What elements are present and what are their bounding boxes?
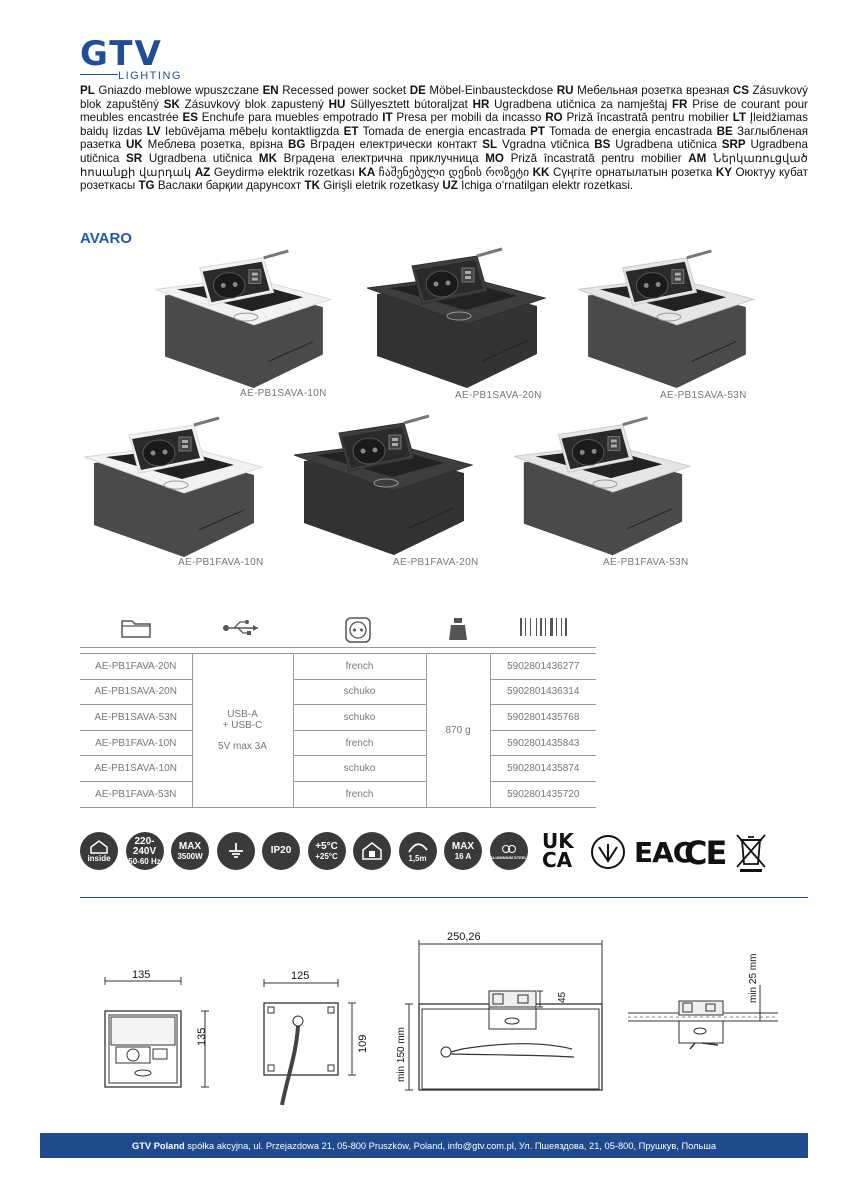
logo-subtext: LIGHTING <box>118 70 182 82</box>
weee-bin-icon <box>734 832 768 876</box>
material-icon <box>490 832 528 870</box>
ce-mark: CE <box>684 834 726 872</box>
language-text: Ugradbena utičnica <box>615 138 717 152</box>
dim-min-depth: min 150 mm <box>396 1026 407 1082</box>
language-text: Васлаки барқии дарунсохт <box>157 179 302 193</box>
language-text: Мебельная розетка врезная <box>577 84 730 97</box>
language-text: Zásuvkový blok zapustený <box>184 97 324 111</box>
socket-type-cell: french <box>293 654 426 680</box>
ukrainian-cert-icon <box>590 834 626 874</box>
footer-address: spółka akcyjna, ul. Przejazdowa 21, 05-800 Pruszków, Poland, info@gtv.com.pl, Ул. Пшеяздова, 21, 05-800, Прушкув, Польша <box>184 1140 716 1151</box>
product-code-cell: AE-PB1FAVA-20N <box>80 654 192 680</box>
badge-line-2: 16 A <box>454 851 472 861</box>
dim-front-height: 135 <box>196 1027 208 1046</box>
back-view-drawing <box>264 979 356 1105</box>
voltage-icon <box>126 832 164 870</box>
language-code: DE <box>409 84 426 97</box>
product-code-label: AE-PB1SAVA-20N <box>455 390 542 401</box>
badge-line-2: 1,5m <box>408 853 427 863</box>
max-current-icon <box>444 832 482 870</box>
usb-line-3: 5V max 3A <box>218 740 267 752</box>
product-code-cell: AE-PB1FAVA-53N <box>80 781 192 807</box>
footer-company: GTV Poland <box>132 1140 185 1151</box>
language-code: MO <box>485 151 504 165</box>
language-code: BE <box>716 124 733 138</box>
barcode-icon <box>520 617 568 642</box>
table-row <box>80 705 596 731</box>
dim-cover-height: 45 <box>557 991 568 1003</box>
language-code: AM <box>688 151 707 165</box>
spec-table <box>80 653 596 808</box>
ean-cell: 5902801436314 <box>490 679 596 705</box>
section-title: AVARO <box>80 230 132 247</box>
language-code: SR <box>126 151 143 165</box>
language-code: KA <box>358 165 376 179</box>
badge-line-1: MAX <box>178 840 202 852</box>
feature-badges <box>80 829 780 876</box>
language-code: LT <box>732 111 747 125</box>
max-power-icon <box>171 832 209 870</box>
product-image <box>578 248 756 388</box>
language-text: Ugradbena utičnica <box>80 138 808 165</box>
spec-icons-row <box>80 617 596 643</box>
language-text: Girişli eletrik rozetkasy <box>323 179 440 193</box>
dim-front-width: 135 <box>132 969 151 981</box>
language-text: Ներկառուցված հոսանքի վարդակ <box>80 151 808 179</box>
language-code: SL <box>482 138 498 152</box>
ean-cell: 5902801435843 <box>490 730 596 756</box>
language-code: EN <box>262 84 279 97</box>
footer-bar <box>40 1133 808 1158</box>
language-text: Įleidžiamas baldų lizdas <box>80 111 808 138</box>
product-image <box>84 414 264 558</box>
product-image <box>155 248 333 388</box>
badge-line-1: 220-240V <box>132 835 157 857</box>
product-code-label: AE-PB1FAVA-53N <box>603 557 689 568</box>
language-code: PT <box>530 124 545 138</box>
language-text: Presa per mobili da incasso <box>396 111 542 125</box>
logo-text: GTV <box>80 34 163 74</box>
language-text: Ugradbena utičnica za namještaj <box>494 97 668 111</box>
dim-min-thickness: min 25 mm <box>748 953 759 1003</box>
language-text: Заглыбленая разетка <box>80 124 809 152</box>
product-code-label: AE-PB1SAVA-10N <box>240 388 327 399</box>
table-row <box>80 781 596 807</box>
socket-type-cell: schuko <box>293 705 426 731</box>
language-text: Tomada de energia encastrada <box>549 124 713 138</box>
language-text: Priză încastrată pentru mobilier <box>510 151 682 165</box>
language-code: RO <box>545 111 563 125</box>
language-code: AZ <box>194 165 211 179</box>
badge-line-2: 50-60 Hz <box>128 856 161 866</box>
language-code: BG <box>287 138 306 152</box>
language-text: Prise de courant pour meubles encastrée <box>80 97 808 125</box>
socket-type-cell: schuko <box>293 679 426 705</box>
language-text: Tomada de energia encastrada <box>362 124 526 138</box>
ukca-top: UK <box>542 829 574 853</box>
language-text: Gniazdo meblowe wpuszczane <box>98 84 259 97</box>
language-text: Vgradna vtičnica <box>501 138 590 152</box>
cable-length-icon <box>399 832 437 870</box>
table-row <box>80 756 596 782</box>
product-code-label: AE-PB1SAVA-53N <box>660 390 747 401</box>
product-code-label: AE-PB1FAVA-10N <box>178 557 264 568</box>
eac-mark: EAC <box>634 836 693 869</box>
language-text: Вграден електрически контакт <box>310 138 478 152</box>
product-image <box>294 412 474 556</box>
language-text: Ugradbena utičnica <box>148 151 253 165</box>
socket-type-cell: french <box>293 730 426 756</box>
badge-line-1: IP20 <box>270 845 292 856</box>
language-code: SK <box>163 97 180 111</box>
language-text: Меблева розетка, врізна <box>147 138 284 152</box>
language-text: Zásuvkový blok zapuštěný <box>80 84 808 111</box>
socket-icon <box>345 617 371 648</box>
language-code: RU <box>556 84 574 97</box>
language-code: MK <box>258 151 277 165</box>
logo-underline <box>80 74 118 75</box>
language-code: UZ <box>442 179 458 193</box>
language-descriptions <box>80 84 808 193</box>
badge-line-1: +5°C <box>315 840 338 852</box>
language-text: Möbel-Einbausteckdose <box>429 84 554 97</box>
indoor-box-icon <box>353 832 391 870</box>
ean-cell: 5902801435720 <box>490 781 596 807</box>
language-code: IT <box>382 111 393 125</box>
weight-cell: 870 g <box>426 654 490 808</box>
folder-icon <box>120 617 152 644</box>
language-text: Geydirmə elektrik rozetkası <box>213 165 355 179</box>
grounding-icon <box>217 832 255 870</box>
socket-type-cell: schuko <box>293 756 426 782</box>
language-code: HU <box>328 97 346 111</box>
product-code-cell: AE-PB1FAVA-10N <box>80 730 192 756</box>
gtv-logo <box>80 34 182 82</box>
ean-cell: 5902801435768 <box>490 705 596 731</box>
table-row <box>80 654 596 680</box>
product-image <box>367 246 547 388</box>
language-code: KK <box>532 165 550 179</box>
language-code: TG <box>138 179 155 193</box>
divider-line <box>80 897 808 898</box>
usb-spec-cell <box>192 654 293 808</box>
table-row <box>80 679 596 705</box>
language-code: SRP <box>721 138 746 152</box>
side-section-drawing <box>405 940 602 1090</box>
product-image <box>514 414 692 556</box>
weight-icon <box>448 617 468 646</box>
language-text: Priză încastrată pentru mobilier <box>566 111 729 125</box>
usb-icon <box>222 617 262 644</box>
language-code: BS <box>594 138 611 152</box>
dim-back-height: 109 <box>357 1034 369 1053</box>
usb-line-2: + USB-C <box>222 719 263 731</box>
language-text: Süllyesztett bútoraljzat <box>350 97 468 111</box>
language-code: HR <box>472 97 490 111</box>
language-code: UK <box>126 138 143 152</box>
table-row <box>80 730 596 756</box>
language-text: Iebūvējama mēbeļu kontaktligzda <box>165 124 340 138</box>
badge-line-1: MAX <box>451 840 475 852</box>
product-code-cell: AE-PB1SAVA-53N <box>80 705 192 731</box>
language-text: Оюктуу кубат розеткасы <box>80 165 808 193</box>
front-view-drawing <box>105 977 209 1087</box>
language-text: Ichiga o‘rnatilgan elektr rozetkasi. <box>461 179 634 193</box>
language-code: ES <box>182 111 198 125</box>
table-top-line <box>80 647 596 648</box>
language-text: Сүңгіте орнатылатын розетка <box>552 165 713 179</box>
language-text: Вградена електрична приклучница <box>283 151 479 165</box>
language-code: FR <box>671 97 688 111</box>
temperature-icon <box>308 832 346 870</box>
language-code: LV <box>146 124 161 138</box>
product-code-cell: AE-PB1SAVA-20N <box>80 679 192 705</box>
dim-side-width: 250,26 <box>447 931 481 943</box>
language-text: ჩაშენებული დენის როზეტი <box>378 165 530 179</box>
language-text: Recessed power socket <box>282 84 407 97</box>
language-code: PL <box>80 84 95 97</box>
language-code: KY <box>715 165 732 179</box>
language-code: CS <box>732 84 749 97</box>
ean-cell: 5902801435874 <box>490 756 596 782</box>
badge-line-2: inside <box>87 853 111 863</box>
language-text: Enchufe para muebles empotrado <box>201 111 379 125</box>
language-code: ET <box>343 124 359 138</box>
ukca-mark <box>542 829 574 872</box>
ukca-bottom: CA <box>542 848 573 872</box>
usb-line-1: USB-A <box>227 708 258 720</box>
badge-line-2: 3500W <box>177 851 203 861</box>
language-code: TK <box>304 179 320 193</box>
product-code-label: AE-PB1FAVA-20N <box>393 557 479 568</box>
product-code-cell: AE-PB1SAVA-10N <box>80 756 192 782</box>
socket-type-cell: french <box>293 781 426 807</box>
dim-back-width: 125 <box>291 970 310 982</box>
ip-rating-icon <box>262 832 300 870</box>
badge-line-2: +25°C <box>315 851 338 861</box>
badge-line-2: ALUMINIUM STEEL <box>490 854 527 860</box>
ean-cell: 5902801436277 <box>490 654 596 680</box>
indoor-use-icon <box>80 832 118 870</box>
